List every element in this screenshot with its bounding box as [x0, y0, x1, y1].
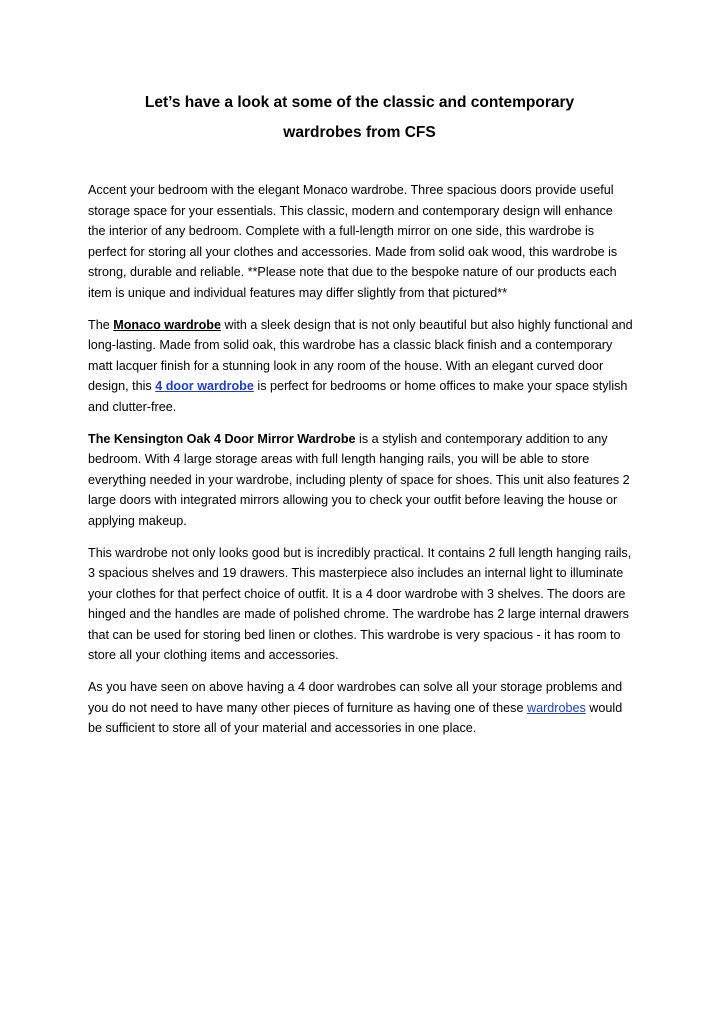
paragraph-text: This wardrobe not only looks good but is incredibly practical. It contains 2 full length hanging rails, 3 spacious shelves and 19 drawers. This masterpiece also includes an internal light to illuminate your clothes for that perfect choice of outfit. It is a 4 door wardrobe with 3 shelves. The doors are hinged and the handles are made of polished chrome. The wardrobe has 2 large internal drawers that can be used for storing bed linen or clothes. This wardrobe is very spacious - it has room to store all your clothing items and accessories. [88, 545, 632, 663]
kensington-product-name: The Kensington Oak 4 Door Mirror Wardrobe [88, 431, 356, 446]
paragraph-monaco-details [88, 315, 633, 418]
paragraph-monaco-intro [88, 180, 633, 304]
wardrobes-link[interactable]: wardrobes [526, 700, 586, 715]
paragraph-middle: with a sleek design that is not only beautiful but also highly functional and long-lasting. Made from solid oak, this wardrobe has a classic black finish and a contemporary matt lacquer finish for a stunning look in any room of the house. With an elegant curved door design, this [88, 317, 633, 394]
paragraph-suffix: is perfect for bedrooms or home offices to make your space stylish and clutter-free. [88, 379, 628, 414]
page-title-line-1: Let’s have a look at some of the classic and contemporary [144, 94, 575, 111]
page-title-line-2: wardrobes from CFS [283, 124, 436, 141]
article-body [88, 180, 633, 750]
four-door-wardrobe-link[interactable]: 4 door wardrobe [155, 379, 254, 394]
paragraph-practical-features [88, 543, 633, 667]
paragraph-prefix: The [88, 317, 114, 332]
paragraph-conclusion [88, 677, 633, 739]
paragraph-kensington [88, 429, 633, 532]
paragraph-prefix: As you have seen on above having a 4 door wardrobes can solve all your storage problems and you do not need to have many other pieces of furniture as having one of these [88, 680, 623, 715]
paragraph-text: Accent your bedroom with the elegant Monaco wardrobe. Three spacious doors provide useful storage space for your essentials. This classic, modern and contemporary design will enhance the interior of any bedroom. Complete with a full-length mirror on one side, this wardrobe is perfect for storing all your clothes and accessories. Made from solid oak wood, this wardrobe is strong, durable and reliable. **Please note that due to the bespoke nature of our products each item is unique and individual features may differ slightly from that pictured** [88, 183, 618, 300]
page-title [88, 88, 631, 148]
paragraph-text: is a stylish and contemporary addition to any bedroom. With 4 large storage areas with full length hanging rails, you will be able to store everything needed in your wardrobe, including plenty of space for shoes. This unit also features 2 large doors with integrated mirrors allowing you to check your outfit before leaving the house or applying makeup. [88, 431, 630, 528]
paragraph-suffix: would be sufficient to store all of your material and accessories in one place. [88, 700, 623, 736]
monaco-wardrobe-link[interactable]: Monaco wardrobe [113, 317, 221, 332]
